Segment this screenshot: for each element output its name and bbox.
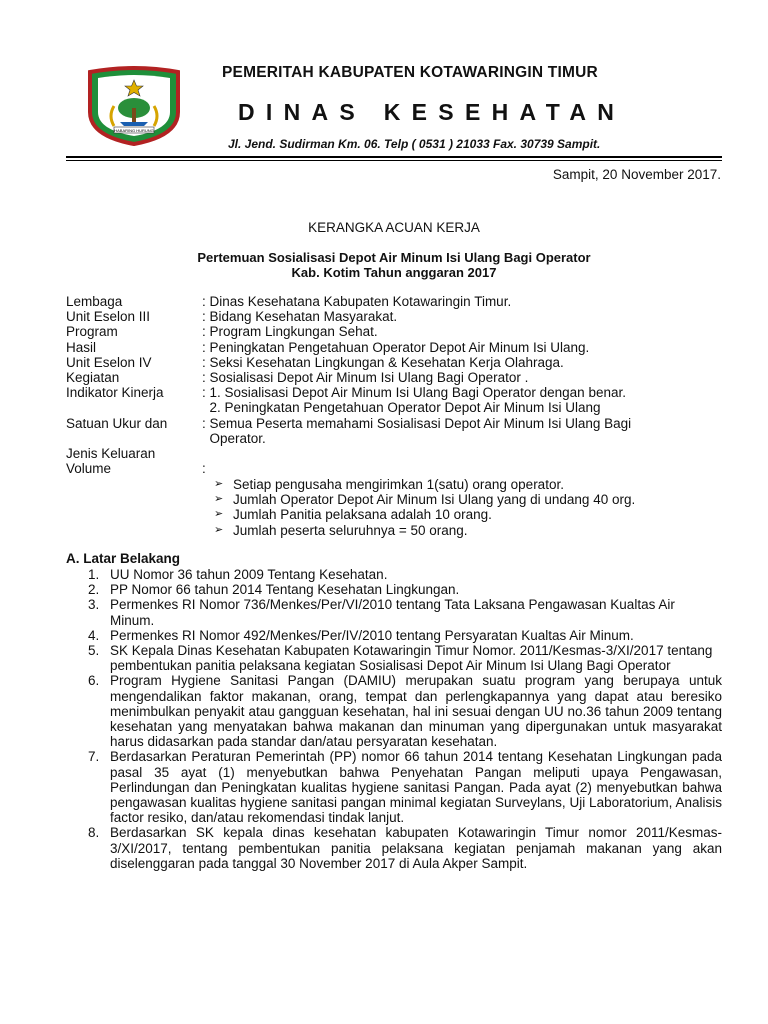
government-seal-logo	[84, 66, 184, 146]
arrow-bullet-icon: ➢	[214, 478, 224, 490]
field-row	[66, 416, 726, 446]
field-label: Jenis Keluaran	[66, 446, 156, 462]
list-item-text: Berdasarkan SK kepala dinas kesehatan kabupaten Kotawaringin Timur nomor 2011/Kesmas-3/XI/2017, tentang pembentukan panitia pelaksana kegiatan penjamah makanan yang akan diselenggaran pada tanggal 30 November 2017 di Aula Akper Sampit.	[110, 825, 722, 871]
list-item	[88, 673, 722, 749]
field-value: : 1. Sosialisasi Depot Air Minum Isi Ulang Bagi Operator dengan benar. 2. Peningkatan Pengetahuan Operator Depot Air Minum Isi Ulang	[202, 385, 626, 416]
office-name: DINAS KESEHATAN	[238, 99, 626, 125]
list-item-text: Permenkes RI Nomor 736/Menkes/Per/VI/2010 tentang Tata Laksana Pengawasan Kualtas Air Minum.	[110, 597, 675, 628]
field-row	[66, 370, 726, 385]
field-label: Program	[66, 324, 118, 340]
field-list	[66, 294, 726, 476]
list-item	[88, 597, 722, 627]
government-name: PEMERITAH KABUPATEN KOTAWARINGIN TIMUR	[222, 64, 598, 81]
document-subtitle-1: Pertemuan Sosialisasi Depot Air Minum Isi Ulang Bagi Operator	[197, 250, 591, 265]
list-item	[88, 628, 722, 643]
background-list	[88, 567, 722, 871]
list-item-number: 8.	[88, 825, 100, 841]
document-subtitle-2: Kab. Kotim Tahun anggaran 2017	[291, 265, 497, 280]
list-item-number: 1.	[88, 567, 100, 582]
field-value: :	[202, 461, 206, 477]
list-item-number: 6.	[88, 673, 100, 689]
list-item	[214, 492, 635, 507]
field-label: Hasil	[66, 339, 97, 355]
field-value: : Seksi Kesehatan Lingkungan & Kesehatan Kerja Olahraga.	[202, 354, 564, 370]
list-item	[88, 643, 722, 673]
field-value: : Sosialisasi Depot Air Minum Isi Ulang Bagi Operator .	[202, 370, 529, 386]
field-row	[66, 461, 726, 476]
list-item-text: PP Nomor 66 tahun 2014 Tentang Kesehatan Lingkungan.	[110, 582, 460, 598]
arrow-bullet-icon: ➢	[214, 523, 224, 536]
list-item-text: Jumlah Panitia pelaksana adalah 10 orang.	[233, 507, 492, 523]
list-item	[88, 749, 722, 825]
list-item	[88, 567, 722, 582]
list-item-number: 7.	[88, 749, 100, 765]
svg-text:HABARING HURUNG: HABARING HURUNG	[114, 128, 154, 133]
field-row	[66, 340, 726, 355]
list-item-number: 2.	[88, 582, 100, 598]
list-item	[214, 477, 635, 492]
field-value: : Semua Peserta memahami Sosialisasi Depot Air Minum Isi Ulang Bagi Operator.	[202, 415, 632, 446]
list-item-number: 5.	[88, 643, 100, 659]
field-label: Lembaga	[66, 294, 123, 309]
header-rule-thin	[66, 160, 722, 161]
list-item-text: SK Kepala Dinas Kesehatan Kabupaten Kotawaringin Timur Nomor. 2011/Kesmas-3/XI/2017 tentang pembentukan panitia pelaksana kegiatan Sosialisasi Depot Air Minum Isi Ulang Bagi Operator	[110, 643, 713, 674]
list-item-number: 4.	[88, 627, 100, 643]
list-item	[214, 523, 635, 538]
list-item	[88, 582, 722, 597]
field-value: : Bidang Kesehatan Masyarakat.	[202, 309, 398, 325]
list-item	[88, 825, 722, 871]
field-row	[66, 294, 726, 309]
volume-bullet-list	[214, 477, 635, 538]
list-item-text: Jumlah peserta seluruhnya = 50 orang.	[233, 522, 468, 538]
field-row	[66, 309, 726, 324]
field-value: : Peningkatan Pengetahuan Operator Depot Air Minum Isi Ulang.	[202, 339, 590, 355]
list-item-text: Berdasarkan Peraturan Pemerintah (PP) nomor 66 tahun 2014 tentang Kesehatan Lingkungan pada pasal 35 ayat (1) menyebutkan bahwa Penyehatan Pangan meliputi upaya Pengawasan, Perlindungan dan Peningkatan kualitas hygiene sanitasi Pangan. Pada ayat (2) menyebutkan bahwa pengawasan kualitas hygiene sanitasi pangan minimal kegiatan Surveylans, Uji Laboratorium, Analisis factor resiko, dan/atau rekomendasi tindak lanjut.	[110, 749, 722, 826]
header-rule-thick	[66, 156, 722, 158]
field-label: Unit Eselon IV	[66, 354, 152, 370]
list-item-text: Jumlah Operator Depot Air Minum Isi Ulang yang di undang 40 org.	[233, 492, 636, 508]
list-item-text: Setiap pengusaha mengirimkan 1(satu) orang operator.	[233, 477, 564, 492]
list-item-number: 3.	[88, 597, 100, 613]
arrow-bullet-icon: ➢	[214, 493, 224, 506]
document-title: KERANGKA ACUAN KERJA	[308, 220, 480, 235]
field-value: : Dinas Kesehatana Kabupaten Kotawaringin Timur.	[202, 294, 512, 309]
field-label: Indikator Kinerja	[66, 385, 164, 401]
field-label: Unit Eselon III	[66, 309, 151, 325]
field-label: Volume	[66, 461, 112, 477]
field-row	[66, 385, 726, 415]
field-row	[66, 355, 726, 370]
field-value: : Program Lingkungan Sehat.	[202, 324, 378, 340]
list-item	[214, 507, 635, 522]
list-item-text: Permenkes RI Nomor 492/Menkes/Per/IV/2010 tentang Persyaratan Kualtas Air Minum.	[110, 627, 634, 643]
list-item-text: Program Hygiene Sanitasi Pangan (DAMIU) merupakan suatu program yang berupaya untuk mengendalikan faktor makanan, orang, tempat dan perlengkapannya yang dapat atau beresiko menimbulkan penyakit atau gangguan kesehatan, hal ini sesuai dengan UU no.36 tahun 2009 tentang kesehatan yang menyatakan bahwa makanan dan minuman yang dipergunakan untuk masyarakat harus didasarkan pada standar dan/atau persyaratan kesehatan.	[110, 673, 722, 750]
field-row	[66, 446, 726, 461]
field-label: Kegiatan	[66, 370, 120, 386]
list-item-text: UU Nomor 36 tahun 2009 Tentang Kesehatan.	[110, 567, 388, 582]
section-heading: A. Latar Belakang	[66, 551, 181, 566]
field-label: Satuan Ukur dan	[66, 415, 168, 431]
arrow-bullet-icon: ➢	[214, 508, 224, 521]
document-date: Sampit, 20 November 2017.	[552, 167, 721, 182]
field-row	[66, 324, 726, 339]
office-address: Jl. Jend. Sudirman Km. 06. Telp ( 0531 ) 21033 Fax. 30739 Sampit.	[228, 137, 601, 151]
